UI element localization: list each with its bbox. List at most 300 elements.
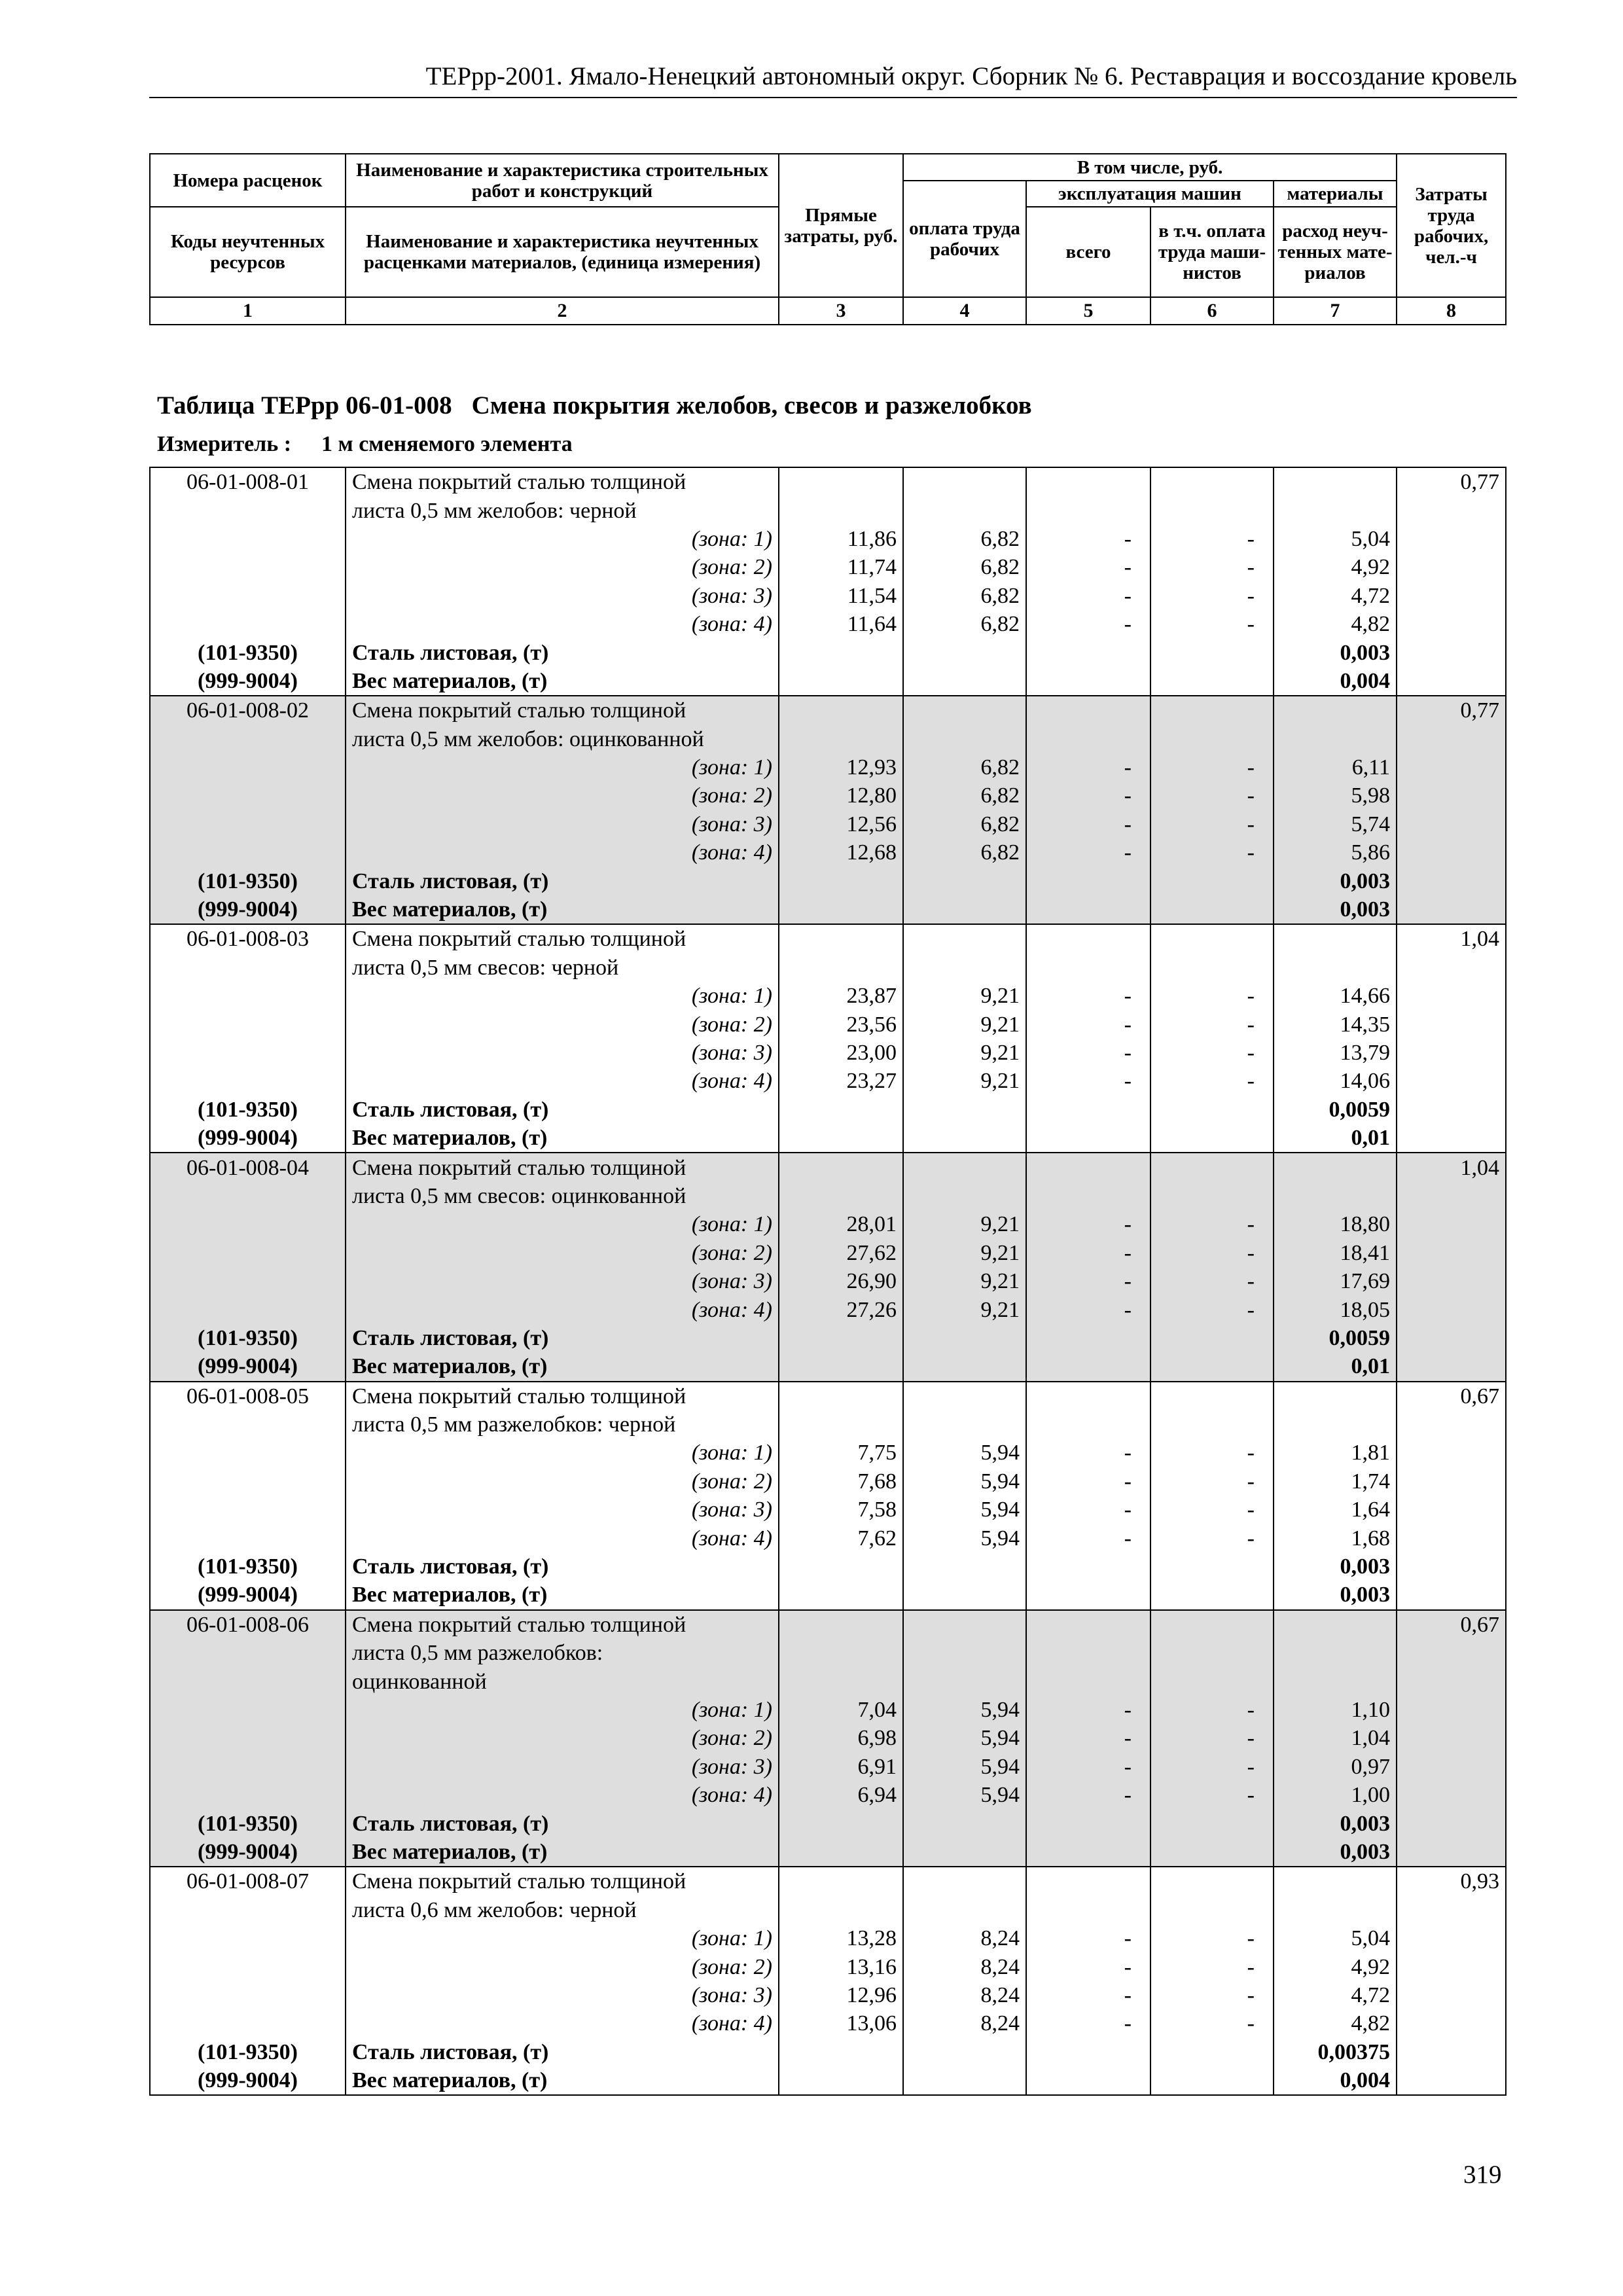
materials-cost: 1,04 xyxy=(1274,1724,1397,1752)
zone-row xyxy=(150,1239,1506,1267)
empty-cell xyxy=(1150,1182,1274,1210)
empty-cell xyxy=(1150,1382,1274,1410)
zone-row xyxy=(150,553,1506,581)
machines-total: - xyxy=(1026,810,1150,838)
header-machines: эксплуатация машин xyxy=(1026,181,1274,207)
empty-cell xyxy=(150,1981,346,2009)
empty-cell xyxy=(779,1153,903,1181)
empty-cell xyxy=(1397,1210,1506,1238)
operator-wages: - xyxy=(1150,1010,1274,1038)
empty-cell xyxy=(1397,781,1506,810)
empty-cell xyxy=(1397,867,1506,895)
zone-label: (зона: 1) xyxy=(346,525,779,553)
rate-code xyxy=(150,954,346,982)
zone-label: (зона: 4) xyxy=(346,838,779,867)
empty-cell xyxy=(1397,1295,1506,1323)
zone-label: (зона: 4) xyxy=(346,2009,779,2037)
header-machines-total: всего xyxy=(1026,207,1150,297)
materials-cost: 5,04 xyxy=(1274,1924,1397,1952)
operator-wages: - xyxy=(1150,610,1274,638)
zone-row xyxy=(150,838,1506,867)
empty-cell xyxy=(903,1610,1026,1639)
labor-cost xyxy=(1397,1410,1506,1439)
wages: 9,21 xyxy=(903,1267,1026,1295)
resource-name: Сталь листовая, (т) xyxy=(346,638,779,666)
operator-wages: - xyxy=(1150,1496,1274,1524)
empty-cell xyxy=(903,1896,1026,1924)
zone-label: (зона: 2) xyxy=(346,1010,779,1038)
header-materials: материалы xyxy=(1274,181,1397,207)
resource-row xyxy=(150,638,1506,666)
resource-consumption: 0,004 xyxy=(1274,2066,1397,2095)
resource-row xyxy=(150,1124,1506,1153)
empty-cell xyxy=(903,867,1026,895)
empty-cell xyxy=(903,696,1026,725)
empty-cell xyxy=(1397,982,1506,1010)
column-number: 3 xyxy=(779,297,903,325)
column-number: 2 xyxy=(346,297,779,325)
labor-cost: 1,04 xyxy=(1397,924,1506,953)
empty-cell xyxy=(1397,1496,1506,1524)
labor-cost: 0,67 xyxy=(1397,1382,1506,1410)
materials-cost: 14,66 xyxy=(1274,982,1397,1010)
direct-cost: 26,90 xyxy=(779,1267,903,1295)
materials-cost: 17,69 xyxy=(1274,1267,1397,1295)
resource-code: (999-9004) xyxy=(150,2066,346,2095)
empty-cell xyxy=(1274,1639,1397,1667)
direct-cost: 12,93 xyxy=(779,753,903,781)
operator-wages: - xyxy=(1150,525,1274,553)
empty-cell xyxy=(779,2066,903,2095)
labor-cost: 0,77 xyxy=(1397,696,1506,725)
empty-cell xyxy=(903,954,1026,982)
empty-cell xyxy=(1150,467,1274,496)
operator-wages: - xyxy=(1150,1439,1274,1467)
direct-cost: 12,56 xyxy=(779,810,903,838)
operator-wages: - xyxy=(1150,982,1274,1010)
resource-code: (101-9350) xyxy=(150,638,346,666)
empty-cell xyxy=(1274,496,1397,524)
empty-cell xyxy=(1026,1124,1150,1153)
direct-cost: 23,56 xyxy=(779,1010,903,1038)
empty-cell xyxy=(1150,867,1274,895)
labor-cost: 0,93 xyxy=(1397,1867,1506,1895)
zone-label: (зона: 4) xyxy=(346,1295,779,1323)
empty-cell xyxy=(779,1809,903,1837)
empty-cell xyxy=(1150,667,1274,696)
rate-name-line: листа 0,5 мм желобов: черной xyxy=(346,496,779,524)
labor-cost xyxy=(1397,496,1506,524)
resource-consumption: 0,003 xyxy=(1274,638,1397,666)
direct-cost: 23,87 xyxy=(779,982,903,1010)
resource-row xyxy=(150,1809,1506,1837)
materials-cost: 14,06 xyxy=(1274,1067,1397,1095)
page-number: 319 xyxy=(1463,2161,1502,2189)
empty-cell xyxy=(1397,838,1506,867)
resource-code: (999-9004) xyxy=(150,1124,346,1153)
empty-cell xyxy=(1026,725,1150,753)
resource-code: (999-9004) xyxy=(150,1838,346,1867)
rate-name-row xyxy=(150,467,1506,496)
empty-cell xyxy=(150,810,346,838)
empty-cell xyxy=(903,1552,1026,1581)
empty-cell xyxy=(903,1352,1026,1381)
empty-cell xyxy=(779,696,903,725)
empty-cell xyxy=(1274,696,1397,725)
empty-cell xyxy=(1274,1667,1397,1695)
column-number: 5 xyxy=(1026,297,1150,325)
resource-consumption: 0,00375 xyxy=(1274,2037,1397,2066)
zone-row xyxy=(150,1467,1506,1496)
zone-label: (зона: 2) xyxy=(346,553,779,581)
materials-cost: 4,82 xyxy=(1274,610,1397,638)
operator-wages: - xyxy=(1150,810,1274,838)
empty-cell xyxy=(1150,1153,1274,1181)
empty-cell xyxy=(903,1838,1026,1867)
column-number: 1 xyxy=(150,297,346,325)
wages: 5,94 xyxy=(903,1753,1026,1781)
wages: 5,94 xyxy=(903,1724,1026,1752)
empty-cell xyxy=(1150,1581,1274,1609)
resource-row xyxy=(150,2037,1506,2066)
zone-row xyxy=(150,1781,1506,1809)
rate-code: 06-01-008-04 xyxy=(150,1153,346,1181)
resource-row xyxy=(150,1581,1506,1609)
empty-cell xyxy=(1150,696,1274,725)
empty-cell xyxy=(1026,496,1150,524)
running-head xyxy=(149,60,1517,98)
table-title xyxy=(157,391,1052,420)
empty-cell xyxy=(1150,1838,1274,1867)
wages: 9,21 xyxy=(903,1295,1026,1323)
empty-cell xyxy=(1150,1639,1274,1667)
empty-cell xyxy=(1274,1382,1397,1410)
empty-cell xyxy=(1026,1896,1150,1924)
materials-cost: 5,04 xyxy=(1274,525,1397,553)
empty-cell xyxy=(1397,810,1506,838)
zone-label: (зона: 1) xyxy=(346,982,779,1010)
direct-cost: 11,54 xyxy=(779,582,903,610)
direct-cost: 13,06 xyxy=(779,2009,903,2037)
empty-cell xyxy=(1397,1952,1506,1981)
empty-cell xyxy=(1150,895,1274,924)
wages: 6,82 xyxy=(903,781,1026,810)
empty-cell xyxy=(1397,1581,1506,1609)
zone-row xyxy=(150,1295,1506,1323)
empty-cell xyxy=(779,1352,903,1381)
empty-cell xyxy=(779,924,903,953)
wages: 9,21 xyxy=(903,1010,1026,1038)
empty-cell xyxy=(903,1382,1026,1410)
wages: 5,94 xyxy=(903,1524,1026,1552)
empty-cell xyxy=(150,753,346,781)
empty-cell xyxy=(1026,2066,1150,2095)
empty-cell xyxy=(1397,2066,1506,2095)
empty-cell xyxy=(779,895,903,924)
empty-cell xyxy=(903,2037,1026,2066)
empty-cell xyxy=(779,954,903,982)
materials-cost: 1,00 xyxy=(1274,1781,1397,1809)
empty-cell xyxy=(1397,1039,1506,1067)
operator-wages: - xyxy=(1150,1724,1274,1752)
empty-cell xyxy=(150,1067,346,1095)
resource-row xyxy=(150,1352,1506,1381)
zone-row xyxy=(150,1039,1506,1067)
resource-code: (999-9004) xyxy=(150,667,346,696)
resource-code: (101-9350) xyxy=(150,1809,346,1837)
direct-cost: 13,16 xyxy=(779,1952,903,1981)
empty-cell xyxy=(779,1610,903,1639)
wages: 8,24 xyxy=(903,1924,1026,1952)
empty-cell xyxy=(1150,954,1274,982)
empty-cell xyxy=(1274,924,1397,953)
wages: 6,82 xyxy=(903,838,1026,867)
empty-cell xyxy=(903,1667,1026,1695)
materials-cost: 13,79 xyxy=(1274,1039,1397,1067)
materials-cost: 1,64 xyxy=(1274,1496,1397,1524)
rate-name-row xyxy=(150,496,1506,524)
operator-wages: - xyxy=(1150,781,1274,810)
zone-row xyxy=(150,1524,1506,1552)
empty-cell xyxy=(1026,895,1150,924)
empty-cell xyxy=(903,1153,1026,1181)
resource-name: Вес материалов, (т) xyxy=(346,667,779,696)
empty-cell xyxy=(1274,467,1397,496)
materials-cost: 5,74 xyxy=(1274,810,1397,838)
wages: 5,94 xyxy=(903,1496,1026,1524)
empty-cell xyxy=(1397,1781,1506,1809)
rate-name-line: Смена покрытий сталью толщиной xyxy=(346,1382,779,1410)
empty-cell xyxy=(779,1867,903,1895)
rate-code xyxy=(150,1410,346,1439)
operator-wages: - xyxy=(1150,1039,1274,1067)
operator-wages: - xyxy=(1150,1239,1274,1267)
rate-code: 06-01-008-03 xyxy=(150,924,346,953)
zone-label: (зона: 3) xyxy=(346,1267,779,1295)
direct-cost: 28,01 xyxy=(779,1210,903,1238)
materials-cost: 5,86 xyxy=(1274,838,1397,867)
empty-cell xyxy=(779,1410,903,1439)
machines-total: - xyxy=(1026,610,1150,638)
empty-cell xyxy=(1150,1896,1274,1924)
empty-cell xyxy=(1397,1809,1506,1837)
empty-cell xyxy=(1026,1639,1150,1667)
zone-row xyxy=(150,1981,1506,2009)
empty-cell xyxy=(1026,667,1150,696)
machines-total: - xyxy=(1026,525,1150,553)
resource-code: (101-9350) xyxy=(150,1324,346,1352)
column-number-row xyxy=(150,297,1506,325)
resource-code: (101-9350) xyxy=(150,1096,346,1124)
direct-cost: 7,75 xyxy=(779,1439,903,1467)
empty-cell xyxy=(1150,924,1274,953)
empty-cell xyxy=(150,1210,346,1238)
empty-cell xyxy=(1274,1867,1397,1895)
resource-consumption: 0,01 xyxy=(1274,1124,1397,1153)
zone-label: (зона: 2) xyxy=(346,781,779,810)
empty-cell xyxy=(1274,725,1397,753)
empty-cell xyxy=(779,1324,903,1352)
empty-cell xyxy=(150,1239,346,1267)
direct-cost: 11,86 xyxy=(779,525,903,553)
empty-cell xyxy=(779,1552,903,1581)
operator-wages: - xyxy=(1150,1924,1274,1952)
empty-cell xyxy=(1397,667,1506,696)
operator-wages: - xyxy=(1150,1467,1274,1496)
direct-cost: 12,68 xyxy=(779,838,903,867)
labor-cost xyxy=(1397,1896,1506,1924)
empty-cell xyxy=(150,1952,346,1981)
wages: 9,21 xyxy=(903,982,1026,1010)
zone-label: (зона: 2) xyxy=(346,1239,779,1267)
wages: 5,94 xyxy=(903,1696,1026,1724)
machines-total: - xyxy=(1026,1267,1150,1295)
machines-total: - xyxy=(1026,1039,1150,1067)
empty-cell xyxy=(779,667,903,696)
empty-cell xyxy=(779,1182,903,1210)
empty-cell xyxy=(1274,1410,1397,1439)
resource-name: Вес материалов, (т) xyxy=(346,1838,779,1867)
rate-name-line: листа 0,5 мм желобов: оцинкованной xyxy=(346,725,779,753)
operator-wages: - xyxy=(1150,1696,1274,1724)
empty-cell xyxy=(150,1724,346,1752)
zone-row xyxy=(150,1067,1506,1095)
rate-name-line: Смена покрытий сталью толщиной xyxy=(346,924,779,953)
operator-wages: - xyxy=(1150,1067,1274,1095)
zone-label: (зона: 4) xyxy=(346,1524,779,1552)
empty-cell xyxy=(903,1124,1026,1153)
empty-cell xyxy=(1026,467,1150,496)
empty-cell xyxy=(150,1267,346,1295)
resource-name: Вес материалов, (т) xyxy=(346,2066,779,2095)
empty-cell xyxy=(1150,1096,1274,1124)
rate-name-line: Смена покрытий сталью толщиной xyxy=(346,696,779,725)
empty-cell xyxy=(1150,1867,1274,1895)
materials-cost: 18,05 xyxy=(1274,1295,1397,1323)
labor-cost: 0,67 xyxy=(1397,1610,1506,1639)
empty-cell xyxy=(903,895,1026,924)
machines-total: - xyxy=(1026,1753,1150,1781)
empty-cell xyxy=(903,638,1026,666)
zone-row xyxy=(150,1952,1506,1981)
zone-label: (зона: 3) xyxy=(346,1039,779,1067)
empty-cell xyxy=(1026,1610,1150,1639)
wages: 6,82 xyxy=(903,753,1026,781)
header-rate-numbers: Номера расценок xyxy=(150,154,346,207)
header-wages: оплата труда рабочих xyxy=(903,181,1026,297)
operator-wages: - xyxy=(1150,1781,1274,1809)
rate-code: 06-01-008-05 xyxy=(150,1382,346,1410)
empty-cell xyxy=(903,2066,1026,2095)
empty-cell xyxy=(1397,610,1506,638)
machines-total: - xyxy=(1026,1952,1150,1981)
rate-name-row xyxy=(150,1896,1506,1924)
wages: 8,24 xyxy=(903,1981,1026,2009)
direct-cost: 12,96 xyxy=(779,1981,903,2009)
operator-wages: - xyxy=(1150,1267,1274,1295)
zone-row xyxy=(150,810,1506,838)
empty-cell xyxy=(1397,1467,1506,1496)
zone-label: (зона: 1) xyxy=(346,1439,779,1467)
empty-cell xyxy=(1026,1382,1150,1410)
empty-cell xyxy=(150,1295,346,1323)
empty-cell xyxy=(903,1096,1026,1124)
direct-cost: 11,74 xyxy=(779,553,903,581)
wages: 9,21 xyxy=(903,1239,1026,1267)
header-resource-codes: Коды неучтенных ресурсов xyxy=(150,207,346,297)
empty-cell xyxy=(150,1439,346,1467)
rate-code: 06-01-008-07 xyxy=(150,1867,346,1895)
rate-name-row xyxy=(150,924,1506,953)
direct-cost: 6,91 xyxy=(779,1753,903,1781)
rate-name-row xyxy=(150,1639,1506,1667)
resource-name: Сталь листовая, (т) xyxy=(346,2037,779,2066)
resource-name: Вес материалов, (т) xyxy=(346,895,779,924)
rate-name-row xyxy=(150,1382,1506,1410)
resource-row xyxy=(150,1838,1506,1867)
materials-cost: 18,80 xyxy=(1274,1210,1397,1238)
empty-cell xyxy=(150,582,346,610)
rates-table-container xyxy=(149,467,1505,2096)
resource-row xyxy=(150,667,1506,696)
zone-row xyxy=(150,610,1506,638)
empty-cell xyxy=(1026,638,1150,666)
direct-cost: 7,58 xyxy=(779,1496,903,1524)
materials-cost: 4,92 xyxy=(1274,1952,1397,1981)
empty-cell xyxy=(1397,1753,1506,1781)
column-number: 7 xyxy=(1274,297,1397,325)
operator-wages: - xyxy=(1150,753,1274,781)
wages: 8,24 xyxy=(903,2009,1026,2037)
column-number: 6 xyxy=(1150,297,1274,325)
empty-cell xyxy=(1026,1352,1150,1381)
header-including: В том числе, руб. xyxy=(903,154,1397,181)
zone-row xyxy=(150,1753,1506,1781)
materials-cost: 1,81 xyxy=(1274,1439,1397,1467)
empty-cell xyxy=(1026,1324,1150,1352)
empty-cell xyxy=(903,1324,1026,1352)
empty-cell xyxy=(1397,1838,1506,1867)
empty-cell xyxy=(150,1467,346,1496)
machines-total: - xyxy=(1026,1724,1150,1752)
empty-cell xyxy=(903,1867,1026,1895)
machines-total: - xyxy=(1026,1210,1150,1238)
empty-cell xyxy=(1397,753,1506,781)
rate-code xyxy=(150,725,346,753)
empty-cell xyxy=(779,1124,903,1153)
zone-label: (зона: 1) xyxy=(346,1210,779,1238)
rate-name-row xyxy=(150,725,1506,753)
direct-cost: 6,94 xyxy=(779,1781,903,1809)
empty-cell xyxy=(1026,1809,1150,1837)
empty-cell xyxy=(1397,1981,1506,2009)
zone-row xyxy=(150,582,1506,610)
empty-cell xyxy=(150,1039,346,1067)
empty-cell xyxy=(150,2009,346,2037)
direct-cost: 11,64 xyxy=(779,610,903,638)
resource-name: Сталь листовая, (т) xyxy=(346,867,779,895)
labor-cost xyxy=(1397,954,1506,982)
resource-consumption: 0,003 xyxy=(1274,1809,1397,1837)
operator-wages: - xyxy=(1150,1981,1274,2009)
empty-cell xyxy=(779,496,903,524)
empty-cell xyxy=(779,638,903,666)
resource-name: Сталь листовая, (т) xyxy=(346,1324,779,1352)
direct-cost: 12,80 xyxy=(779,781,903,810)
resource-consumption: 0,003 xyxy=(1274,1838,1397,1867)
zone-label: (зона: 4) xyxy=(346,1067,779,1095)
rate-name-row xyxy=(150,954,1506,982)
